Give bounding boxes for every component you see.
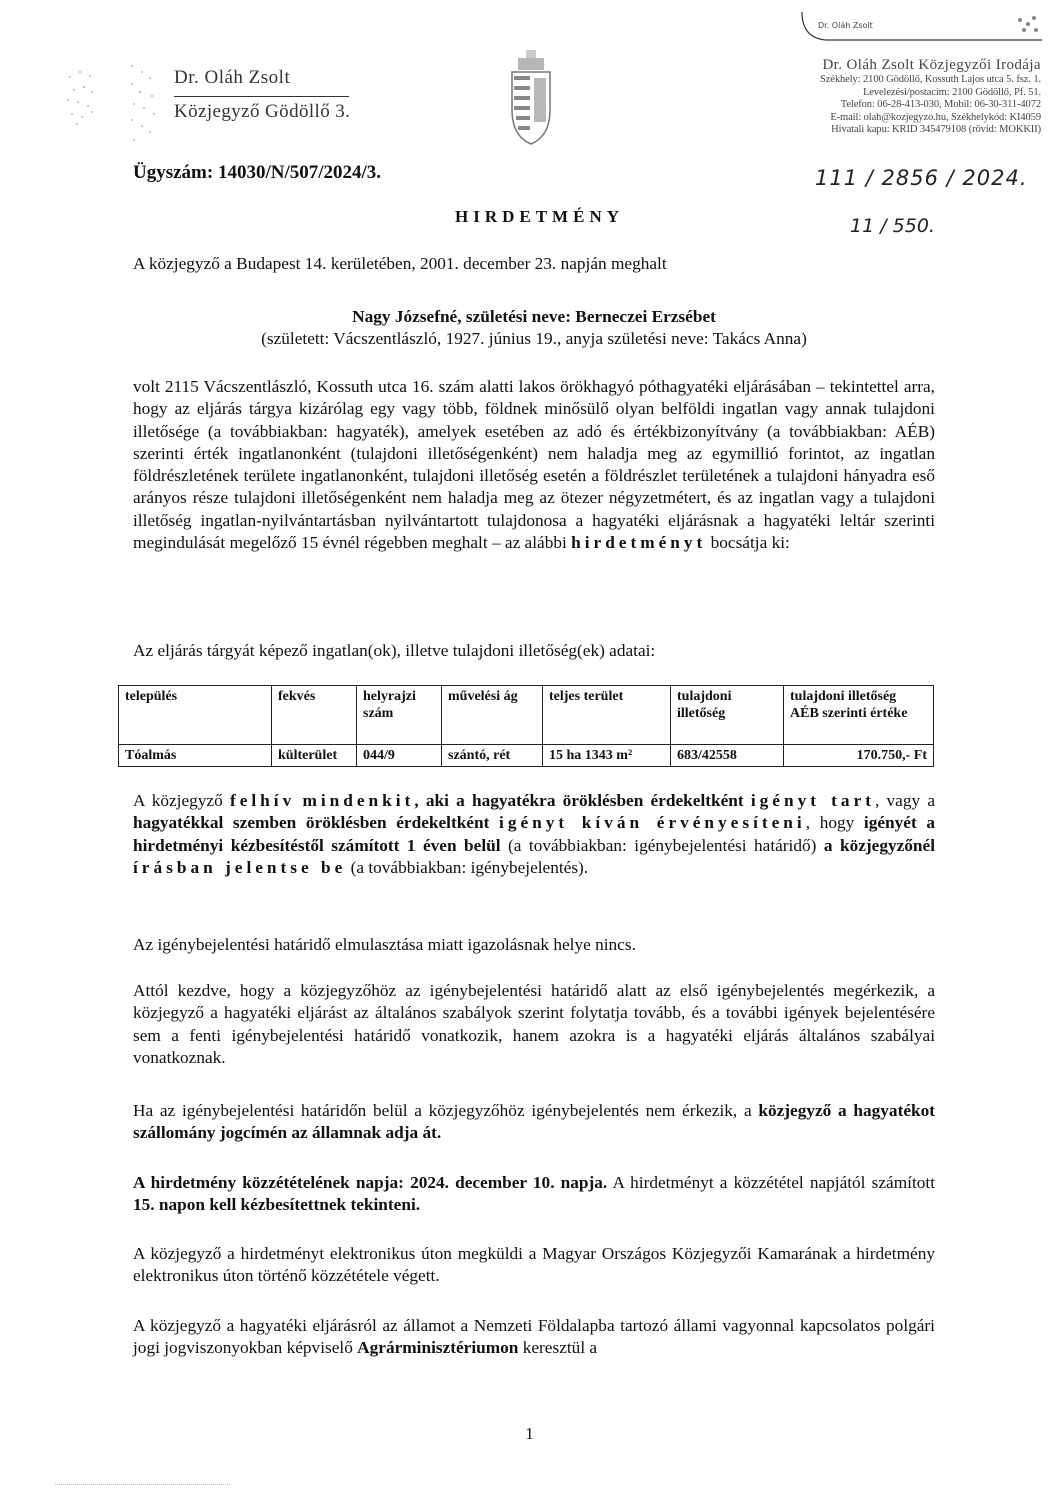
office-phone: Telefon: 06-28-413-030, Mobil: 06-30-311-4072 xyxy=(840,99,1041,110)
handwritten-registry-number: 111 / 2856 / 2024. xyxy=(815,166,1028,190)
cell-total-area: 15 ha 1343 m² xyxy=(543,745,671,767)
notary-seal-icon xyxy=(62,62,100,132)
claim-bold-3: a közjegyzőnél xyxy=(823,835,936,855)
office-contact-block xyxy=(820,57,1041,137)
deceased-name: Nagy Józsefné, születési neve: Berneczei Erzsébet xyxy=(352,307,716,326)
state-transfer-paragraph xyxy=(133,1100,935,1145)
header-parcel-number: helyrajzi szám xyxy=(357,686,442,745)
general-rules-paragraph: Attól kezdve, hogy a közjegyzőhöz az igénybejelentési határidő alatt az első igénybejelentés megérkezik, a közjegyző a hagyatéki eljárást az általános szabályok szerint folytatja tovább, és a további igények bejelentésére sem a fenti igénybejelentési határidő vonatkozik, hanem azokra is a hagyatéki eljárás általános szabályai vonatkoznak. xyxy=(133,981,935,1067)
header-total-area: teljes terület xyxy=(543,686,671,745)
claim-text-6: (a továbbiakban: igénybejelentés). xyxy=(346,857,589,877)
claim-paragraph xyxy=(133,790,935,879)
notary-name: Dr. Oláh Zsolt xyxy=(174,67,291,88)
claim-bold-1: hagyatékkal szemben öröklésben érdekeltként xyxy=(133,813,490,833)
claim-text-1: A közjegyző xyxy=(133,791,230,810)
table-intro: Az eljárás tárgyát képező ingatlan(ok), illetve tulajdoni illetőség(ek) adatai: xyxy=(133,641,656,660)
claim-emph-4: igényt kíván érvényesíteni xyxy=(499,813,806,833)
claim-text-2: , aki a hagyatékra öröklésben érdekeltként xyxy=(414,791,751,810)
claim-text-4: , hogy xyxy=(805,813,864,833)
header-share-value: tulajdoni illetőség AÉB szerinti értéke xyxy=(784,686,934,745)
procedure-emphasis: hirdetményt xyxy=(571,533,707,553)
claim-emph-2: mindenkit xyxy=(302,791,415,810)
cell-share-value: 170.750,- Ft xyxy=(784,745,934,767)
procedure-tail: bocsátja ki: xyxy=(706,533,790,553)
stamp-label: Dr. Oláh Zsolt xyxy=(818,21,873,30)
procedure-text: volt 2115 Vácszentlászló, Kossuth utca 16. szám alatti lakos örökhagyó póthagyatéki eljárásában – tekintettel arra, hogy az eljárás tárgya kizárólag egy vagy több, földnek minősülő olyan belföldi ingatlan vagy annak tulajdoni illetősége (a továbbiakban: hagyaték), amelyek esetében az adó és értékbizonyítvány (a továbbiakban: AÉB) szerinti érték ingatlanonként (tulajdoni illetőségenként) nem haladja meg az egymillió forintot, az ingatlan földrészletének területe ingatlanonként, tulajdoni illetőség esetén a földrészlet területének a tulajdoni hányadra eső arányos része tulajdoni illetőségenként nem haladja meg az ötezer négyzetmétert, és az ingatlan vagy a tulajdoni illetőség ingatlan-nyilvántartásban nyilvántartott tulajdonosa a hagyatéki eljárásnak a hagyatéki leltár szerinti megindulását megelőző 15 évnél régebben meghalt – az alábbi xyxy=(133,377,935,553)
claim-emph-3: igényt tart xyxy=(750,791,876,810)
publication-text: A hirdetményt a közzététel napjától számított xyxy=(607,1173,935,1192)
claim-emph-5: írásban jelentse be xyxy=(133,857,347,877)
table-row xyxy=(119,745,934,767)
document-title: HIRDETMÉNY xyxy=(454,207,624,226)
claim-emph-1: felhív xyxy=(229,791,296,810)
cell-location-type: külterület xyxy=(272,745,357,767)
office-title: Dr. Oláh Zsolt Közjegyzői Irodája xyxy=(822,57,1041,73)
chamber-notice-paragraph: A közjegyző a hirdetményt elektronikus úton megküldi a Magyar Országos Közjegyzői Kamarának a hirdetmény elektronikus úton történő közzététele végett. xyxy=(133,1244,935,1286)
cell-settlement: Tóalmás xyxy=(119,745,272,767)
ministry-tail: keresztül a xyxy=(518,1338,598,1358)
notary-location: Közjegyző Gödöllő 3. xyxy=(174,101,351,122)
coat-of-arms-icon xyxy=(508,48,554,146)
claim-text-3: , vagy a xyxy=(875,791,936,810)
property-table xyxy=(118,685,934,767)
notary-emblem-icon xyxy=(128,62,158,144)
office-address: Székhely: 2100 Gödöllő, Kossuth Lajos utca 5. fsz. 1. xyxy=(819,74,1041,85)
header-settlement: település xyxy=(119,686,272,745)
page-number: 1 xyxy=(525,1424,534,1443)
header-cultivation: művelési ág xyxy=(442,686,543,745)
intro-paragraph: A közjegyző a Budapest 14. kerületében, 2001. december 23. napján meghalt xyxy=(133,254,667,273)
ministry-name: Agrárminisztériumon xyxy=(357,1338,519,1358)
header-location-type: fekvés xyxy=(272,686,357,745)
state-transfer-bold: közjegyző a hagyatékot szállomány jogcímén az államnak adja át. xyxy=(133,1101,936,1143)
office-postal: Levelezési/postacím: 2100 Gödöllő, Pf. 51. xyxy=(862,86,1041,98)
deceased-birth-info: (született: Vácszentlászló, 1927. június 19., anyja születési neve: Takács Anna) xyxy=(261,329,807,348)
office-email: E-mail: olah@kozjegyzo.hu, Székhelykód: KI4059 xyxy=(830,111,1041,123)
header-ownership-share: tulajdoni illetőség xyxy=(671,686,784,745)
notary-divider xyxy=(174,96,349,97)
ministry-text: A közjegyző a hagyatéki eljárásról az államot a Nemzeti Földalapba tartozó állami vagyonnal kapcsolatos polgári jogi jogviszonyokban képviselő xyxy=(133,1316,935,1358)
cell-parcel-number: 044/9 xyxy=(357,745,442,767)
claim-bold-2: igényét a hirdetményi kézbesítéstől számított 1 éven belül xyxy=(133,813,936,855)
cell-ownership-share: 683/42558 xyxy=(671,745,784,767)
publication-date: A hirdetmény közzétételének napja: 2024. december 10. napja. xyxy=(133,1173,608,1192)
publication-date-paragraph xyxy=(133,1172,935,1217)
handwritten-sub-number: 11 / 550. xyxy=(850,215,935,237)
footer-divider xyxy=(55,1484,230,1485)
cell-cultivation: szántó, rét xyxy=(442,745,543,767)
office-gateway: Hivatali kapu: KRID 345479108 (rövid: MOKKII) xyxy=(831,124,1041,135)
claim-text-5: (a továbbiakban: igénybejelentési határidő) xyxy=(500,835,824,855)
procedure-paragraph xyxy=(133,376,935,554)
table-header-row xyxy=(119,686,934,745)
delivery-rule: 15. napon kell kézbesítettnek tekinteni. xyxy=(133,1195,421,1215)
state-transfer-text: Ha az igénybejelentési határidőn belül a közjegyzőhöz igénybejelentés nem érkezik, a xyxy=(133,1101,759,1120)
no-excuse-paragraph: Az igénybejelentési határidő elmulasztása miatt igazolásnak helye nincs. xyxy=(133,935,636,954)
case-number: Ügyszám: 14030/N/507/2024/3. xyxy=(133,162,382,183)
ministry-paragraph xyxy=(133,1315,935,1360)
